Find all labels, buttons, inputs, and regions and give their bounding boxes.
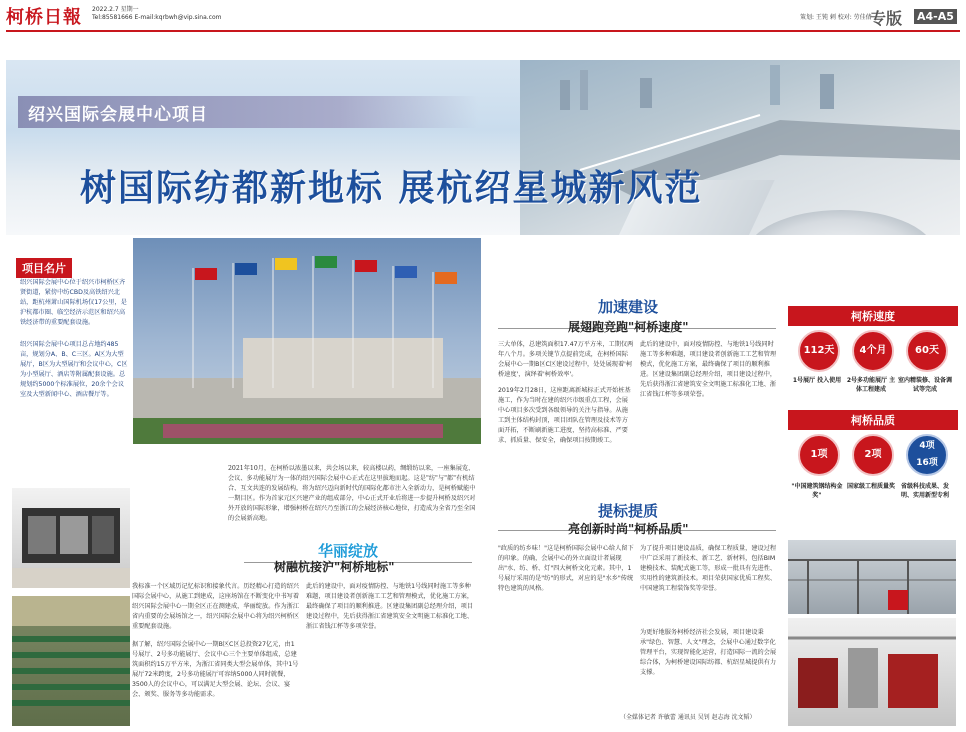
speed-stat-1 [798,330,840,372]
editor-credits: 策划: 王钝 刺 校对: 劳佳倩 [800,14,872,21]
speed-value-1: 112天 [803,345,835,356]
project-card-layout: 绍兴国际会展中心项目总占地约485亩，规划分A、B、C三区。A区为大型展厅，B区为大型展厅和会议中心，C区为小型展厅、酒店等附属配套设施。总规划约5000个标准展位，20余个会议室及大型新闻中心、酒店餐厅等。 [20,341,128,398]
section1-title: 华丽绽放 [318,542,379,560]
section3-paragraph1: "政质的纺乡味！"这是柯桥国际会展中心给人留下的印象。的确，会展中心的外立面设计者展现出"水、纺、桥、灯"四大柯桥文化元素。其中，1号展厅采用的是"纺"的形式，对应的是"水乡"传统特色建筑的风格。 [498,545,634,592]
flag-plaza-photo [133,238,481,444]
speed-stat-2 [852,330,894,372]
quality-value-3a: 4项 [919,441,935,451]
exhibition-interior-photo [12,488,130,588]
section1-paragraph3: 此后的建设中，面对疫情防控、与地铁1号线同时施工等多种难题，项目建设者创新施工工艺和管理模式，优化施工方案，最终确保了项目的顺利推进。区建设集团副总经理介绍，项目建设过程中，先后获得浙江省建筑安全文明施工标准化工地、浙江省钱江杯等多项荣誉。 [306,583,474,630]
section2-paragraph3: 此后的建设中，面对疫情防控、与地铁1号线同时施工等多种难题，项目建设者创新施工工艺和管理模式，优化施工方案，最终确保了项目的顺利推进。区建设集团副总经理介绍，项目建设过程中，先后获得浙江省建筑安全文明施工标准化工地、浙江省钱江杯等多项荣誉。 [640,341,777,398]
flags-illustration [133,238,481,444]
speed-desc-3: 室内精装修、设备调试等完成 [898,377,953,393]
masthead [0,0,966,30]
section1-paragraph1: 我标准一个区域历记忆标识和接象代言。历经精心打造的绍兴国际会展中心，从施工到建成，这座场馆在不断变化中书写着绍兴国际会展中心一期全区正在测建成，华丽绽放。作为浙江省内重要的会展场馆之一，绍兴国际会展中心将为绍兴柯桥区重要配套设施。 [132,583,300,630]
section1-paragraph2: 据了解，绍兴国际会展中心一期B区C区总投资27亿元，由1号展厅、2号多功能展厅、会议中心三个主要单体组成，总建筑面积约15万平方米，为浙江省同类大型会展单体，其中1号展厅72米跨度，2号多功能展厅可容纳5000人同时就餐，3500人的会议中心，可以满足大型会展、论坛、会议、宴会、颁奖、服务等多功能需求。 [132,641,299,698]
steel-structure-photo [788,540,956,614]
masthead-divider [6,30,960,32]
section2-paragraph1: 三大单体，总建筑面积17.47万平方米，工期仅两年八个月。多项关键节点提前完成，在柯桥国际会展中心一期B区C区建设过程中，处处展现着'柯桥速度'，演绎着'柯桥效率'。 [498,341,634,378]
speed-desc-2: 2号多功能展厅 主体工程建成 [846,377,896,393]
speed-desc-1: 1号展厅 投入使用 [792,377,842,384]
byline: （全媒体记者 许敏蕾 通讯员 吴钊 赵志海 沈文韬） [620,714,756,721]
issue-date: 2022.2.7 星期一 [92,6,139,13]
quality-desc-2: 国家级工程质量奖 [846,483,895,490]
section2-subtitle: 展翅跑竞跑"柯桥速度" [568,320,689,334]
section3-title: 提标提质 [598,502,659,520]
newspaper-logo: 柯桥日報 [6,7,82,28]
dateline [92,6,222,22]
interior-illustration [12,488,130,588]
equipment-room-photo [788,618,956,726]
section2-paragraph2: 2019年2月28日，这座距离新城标正式开始桩基施工，作为当时在建的绍兴市级重点工程，会展中心项目多次受到各级领导的关注与指导。从施工到主体结构封顶，项目团队在管理及技术等方面开拓，不断刷新施工进度，坚持高标准、严要求、抓质量、保安全，确保项目按期竣工。 [498,387,631,444]
page-number: A4-A5 [914,9,957,24]
quality-value-2: 2项 [864,449,882,460]
contact-info: Tel:85581666 E-mail:kqrbwh@vip.sina.com [92,14,222,21]
quality-stat-2 [852,434,894,476]
quality-stat-3 [906,434,948,476]
speed-stat-3 [906,330,948,372]
quality-value-3b: 16项 [916,458,938,468]
steel-illustration [788,540,956,614]
speed-label: 柯桥速度 [788,306,958,326]
quality-desc-3: 省级科技成果、发明、实用新型专利 [900,483,949,499]
speed-value-3: 60天 [915,345,939,356]
conference-hall-photo [12,596,130,726]
project-card-label: 项目名片 [16,258,72,278]
lead-paragraph: 2021年10月，在柯桥以浓墨以来，共会场以来，较高楼以药，绸缎纺以来，一座集展览、会议、多功能展厅为一体的绍兴国际会展中心正式在这里拔地而起。这是"纺"与"都"有机结合、互文共连的发展结构，将为绍兴迈向新时代的国际化都市注入全新动力，是柯桥赋能中一期目区。作为首家元区兴建产业的组成部分，中心正式开业后将进一步提升柯桥及绍兴对外开放的国际形象，增强柯桥在绍兴乃至浙江的会展经济核心地位，打造成为全省乃至全国的会展新高地。 [228,465,476,522]
special-edition-label: 专版 [870,9,903,28]
quality-value-1: 1项 [810,449,828,460]
section1-subtitle: 树融杭接沪"柯桥地标" [274,560,395,574]
section2-title: 加速建设 [598,298,659,316]
speed-value-2: 4个月 [859,345,887,356]
section3-paragraph2: 为了提升项目建设品质，确保工程质量，建设过程中广泛采用了新技术、新工艺、新材料，包括BIM建模技术、装配式施工等，形成一批具有先进性、实用性的建筑新技术。项目荣获国家优质工程奖、中国建筑工程装饰奖等荣誉。 [640,545,777,592]
equipment-illustration [788,618,956,726]
quality-stat-1 [798,434,840,476]
section3-subtitle: 亮创新时尚"柯桥品质" [568,522,689,536]
quality-desc-1: "中国建筑钢结构金奖" [791,483,843,499]
project-title: 绍兴国际会展中心项目 [28,105,208,125]
project-card-intro: 绍兴国际会展中心位于绍兴市柯桥区齐贤街道，紧傍中纺CBD及高铁绍兴北站，距杭州萧山国际机场仅17公里，是沪杭都市圈、临空经济示范区和绍兴高铁经济带的重要配套设施。 [20,279,127,326]
section3-paragraph3: 为更好地服务柯桥经济社会发展，项目建设秉承"绿色、智慧、人文"理念，会展中心通过数字化管理平台，实现智能化运营，打造国际一流的会展综合体，为柯桥建设国际纺都、杭绍星城提供有力支撑。 [640,629,777,676]
hall-illustration [12,596,130,726]
project-banner [18,96,478,128]
main-headline: 树国际纺都新地标 展杭绍星城新风范 [80,168,703,209]
quality-label: 柯桥品质 [788,410,958,430]
